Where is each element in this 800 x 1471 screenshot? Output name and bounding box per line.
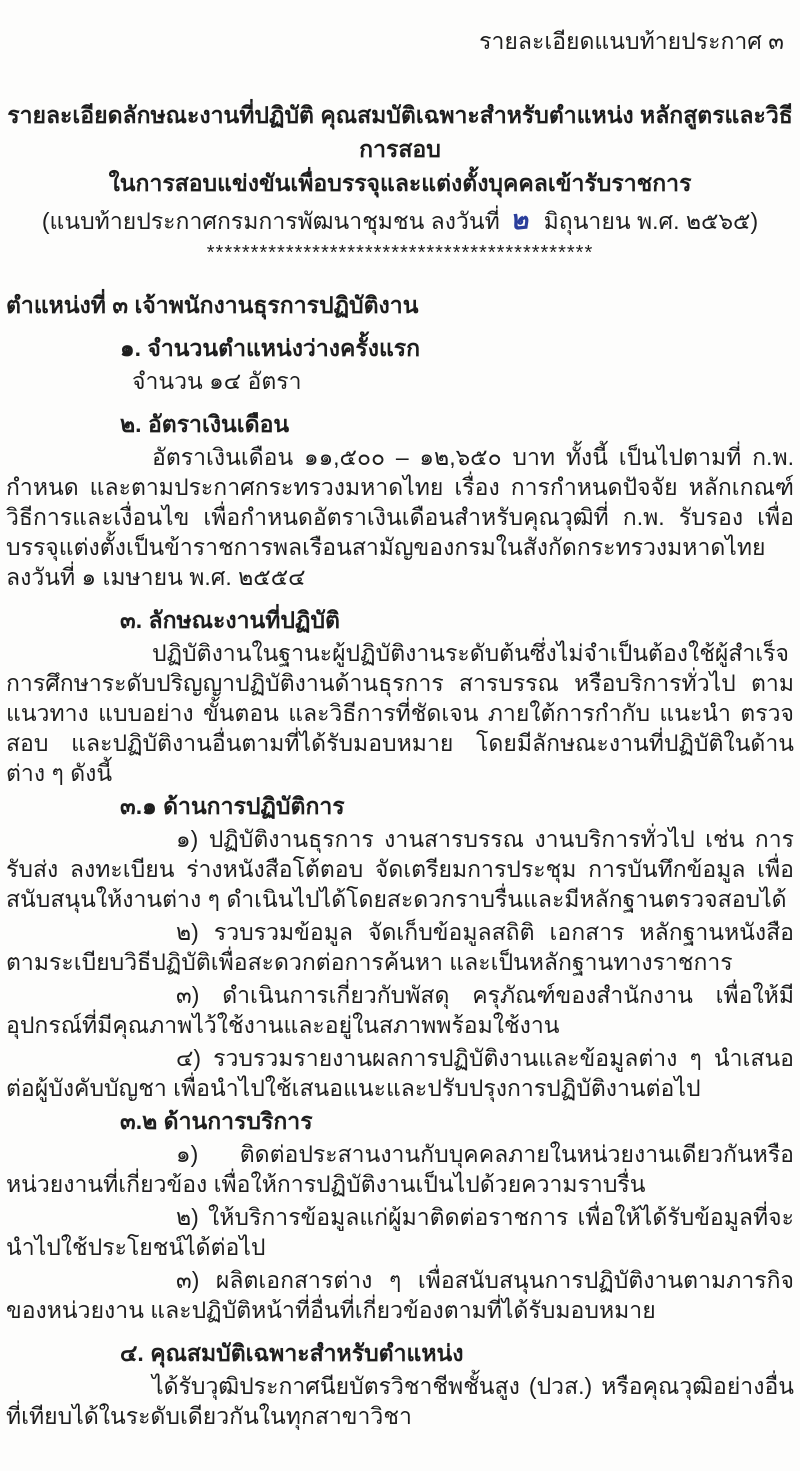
section-2-heading: ๒. อัตราเงินเดือน	[120, 411, 290, 437]
section-3-2-heading: ๓.๒ ด้านการบริการ	[120, 1108, 313, 1134]
section-3-paragraph: ปฏิบัติงานในฐานะผู้ปฏิบัติงานระดับต้นซึ่งไม่จำเป็นต้องใช้ผู้สำเร็จการศึกษาระดับปริญญาปฏิบัติงานด้านธุรการ สารบรรณ หรือบริการทั่วไป ตามแนวทาง แบบอย่าง ขั้นตอน และวิธีการที่ชัดเจน ภายใต้การกำกับ แนะนำ ตรวจสอบ และปฏิบัติงานอื่นตามที่ได้รับมอบหมาย โดยมีลักษณะงานที่ปฏิบัติในด้านต่าง ๆ ดังนี้	[6, 640, 794, 786]
title-block	[6, 98, 794, 266]
doc-ref: รายละเอียดแนบท้ายประกาศ ๓	[479, 28, 784, 54]
section-3-1-item-1: ๑) ปฏิบัติงานธุรการ งานสารบรรณ งานบริการทั่วไป เช่น การรับส่ง ลงทะเบียน ร่างหนังสือโต้ตอบ จัดเตรียมการประชุม การบันทึกข้อมูล เพื่อสนับสนุนให้งานต่าง ๆ ดำเนินไปได้โดยสะดวกราบรื่นและมีหลักฐานตรวจสอบได้	[6, 826, 794, 912]
divider-stars: ********************************************	[206, 242, 594, 264]
section-3-1-item-2: ๒) รวบรวมข้อมูล จัดเก็บข้อมูลสถิติ เอกสาร หลักฐานหนังสือ ตามระเบียบวิธีปฏิบัติเพื่อสะดวกต่อการค้นหา และเป็นหลักฐานทางราชการ	[6, 919, 794, 975]
title-line-1: รายละเอียดลักษณะงานที่ปฏิบัติ คุณสมบัติเฉพาะสำหรับตำแหน่ง หลักสูตรและวิธีการสอบ	[7, 102, 793, 162]
section-4-heading: ๔. คุณสมบัติเฉพาะสำหรับตำแหน่ง	[120, 1340, 464, 1366]
section-3-2-item-2: ๒) ให้บริการข้อมูลแก่ผู้มาติดต่อราชการ เพื่อให้ได้รับข้อมูลที่จะนำไปใช้ประโยชน์ได้ต่อไป	[6, 1204, 794, 1260]
subtitle-prefix: (แนบท้ายประกาศกรมการพัฒนาชุมชน ลงวันที่	[41, 208, 500, 234]
section-3-1-heading: ๓.๑ ด้านการปฏิบัติการ	[120, 793, 345, 819]
section-3-2-item-1: ๑) ติดต่อประสานงานกับบุคคลภายในหน่วยงานเดียวกันหรือหน่วยงานที่เกี่ยวข้อง เพื่อให้การปฏิบัติงานเป็นไปด้วยความราบรื่น	[6, 1141, 794, 1197]
section-3-heading: ๓. ลักษณะงานที่ปฏิบัติ	[120, 607, 340, 633]
position-heading: ตำแหน่งที่ ๓ เจ้าพนักงานธุรการปฏิบัติงาน	[6, 292, 419, 318]
section-4-paragraph: ได้รับวุฒิประกาศนียบัตรวิชาชีพชั้นสูง (ปวส.) หรือคุณวุฒิอย่างอื่นที่เทียบได้ในระดับเดียวกันในทุกสาขาวิชา	[6, 1373, 794, 1429]
section-2-paragraph: อัตราเงินเดือน ๑๑,๕๐๐ – ๑๒,๖๕๐ บาท ทั้งนี้ เป็นไปตามที่ ก.พ. กำหนด และตามประกาศกระทรวงมหาดไทย เรื่อง การกำหนดปัจจัย หลักเกณฑ์ วิธีการและเงื่อนไข เพื่อกำหนดอัตราเงินเดือนสำหรับคุณวุฒิที่ ก.พ. รับรอง เพื่อบรรจุแต่งตั้งเป็นข้าราชการพลเรือนสามัญของกรมในสังกัดกระทรวงมหาดไทย ลงวันที่ ๑ เมษายน พ.ศ. ๒๕๕๔	[6, 444, 794, 590]
section-3-1-item-3: ๓) ดำเนินการเกี่ยวกับพัสดุ ครุภัณฑ์ของสำนักงาน เพื่อให้มีอุปกรณ์ที่มีคุณภาพไว้ใช้งานและอยู่ในสภาพพร้อมใช้งาน	[6, 982, 794, 1038]
subtitle-suffix: มิถุนายน พ.ศ. ๒๕๖๕)	[543, 208, 759, 234]
section-3-2-item-3: ๓) ผลิตเอกสารต่าง ๆ เพื่อสนับสนุนการปฏิบัติงานตามภารกิจของหน่วยงาน และปฏิบัติหน้าที่อื่นที่เกี่ยวข้องตามที่ได้รับมอบหมาย	[6, 1267, 794, 1323]
section-1-value: จำนวน ๑๔ อัตรา	[132, 368, 302, 394]
section-1-heading: ๑. จำนวนตำแหน่งว่างครั้งแรก	[120, 335, 421, 361]
title-line-3	[6, 203, 794, 238]
title-line-2: ในการสอบแข่งขันเพื่อบรรจุและแต่งตั้งบุคคลเข้ารับราชการ	[108, 170, 692, 196]
handwritten-day-number: ๒	[508, 204, 530, 236]
section-3-1-item-4: ๔) รวบรวมรายงานผลการปฏิบัติงานและข้อมูลต่าง ๆ นำเสนอต่อผู้บังคับบัญชา เพื่อนำไปใช้เสนอแนะและปรับปรุงการปฏิบัติงานต่อไป	[6, 1045, 794, 1101]
